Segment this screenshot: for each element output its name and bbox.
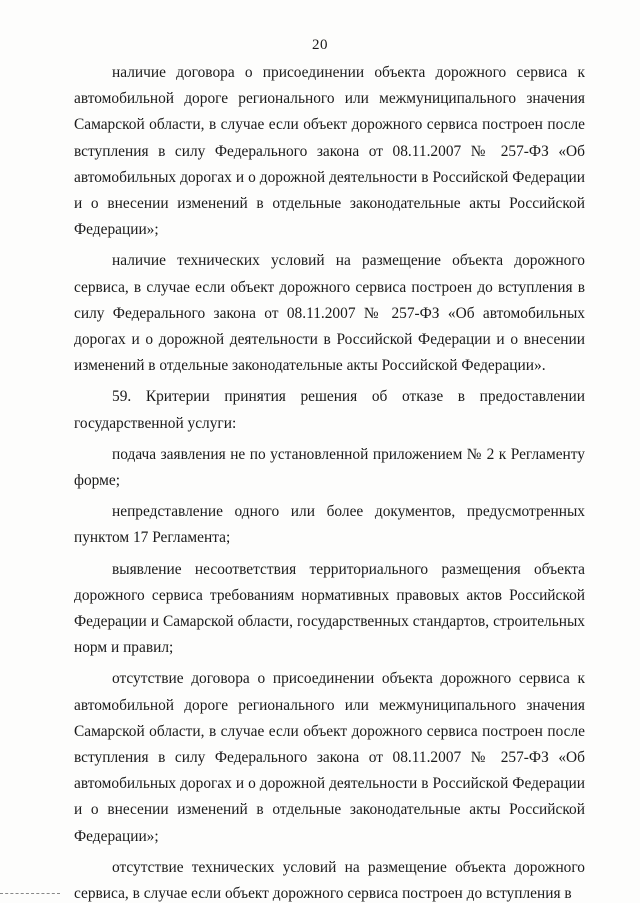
paragraph-technical-conditions-presence: наличие технических условий на размещение объекта дорожного сервиса, в случае если объект дорожного сервиса построен до вступления в силу Федерального закона от 08.11.2007 № 257-ФЗ «Об автомобильных дорогах и о дорожной деятельности в Российской Федерации и о внесении изменений в отдельные законодательные акты Российской Федерации». — [74, 252, 585, 375]
paragraph-contract-presence: наличие договора о присоединении объекта дорожного сервиса к автомобильной дороге регионального или межмуниципального значения Самарской области, в случае если объект дорожного сервиса построен после вступления в силу Федерального закона от 08.11.2007 № 257-ФЗ «Об автомобильных дорогах и о дорожной деятельности в Российской Федерации и о внесении изменений в отдельные законодательные акты Российской Федерации»; — [74, 64, 585, 239]
paragraph-placement-nonconformity: выявление несоответствия территориального размещения объекта дорожного сервиса требованиям нормативных правовых актов Российской Федерации и Самарской области, государственных стандартов, строительных норм и правил; — [74, 560, 585, 657]
paragraph-contract-absence: отсутствие договора о присоединении объекта дорожного сервиса к автомобильной дороге регионального или межмуниципального значения Самарской области, в случае если объект дорожного сервиса построен после вступления в силу Федерального закона от 08.11.2007 № 257-ФЗ «Об автомобильных дорогах и о дорожной деятельности в Российской Федерации и о внесении изменений в отдельные законодательные акты Российской Федерации»; — [74, 670, 585, 845]
paragraph-refusal-criteria-heading: 59. Критерии принятия решения об отказе в предоставлении государственной услуги: — [74, 388, 585, 432]
paragraph-missing-documents: непредставление одного или более документов, предусмотренных пунктом 17 Регламента; — [74, 503, 585, 547]
scan-edge-mark — [0, 893, 60, 895]
page-number: 20 — [312, 37, 328, 53]
paragraph-wrong-form: подача заявления не по установленной приложением № 2 к Регламенту форме; — [74, 445, 585, 490]
document-body — [74, 60, 585, 907]
paragraph-technical-conditions-absence: отсутствие технических условий на размещение объекта дорожного сервиса, в случае если объект дорожного сервиса построен до вступления в — [74, 858, 585, 903]
